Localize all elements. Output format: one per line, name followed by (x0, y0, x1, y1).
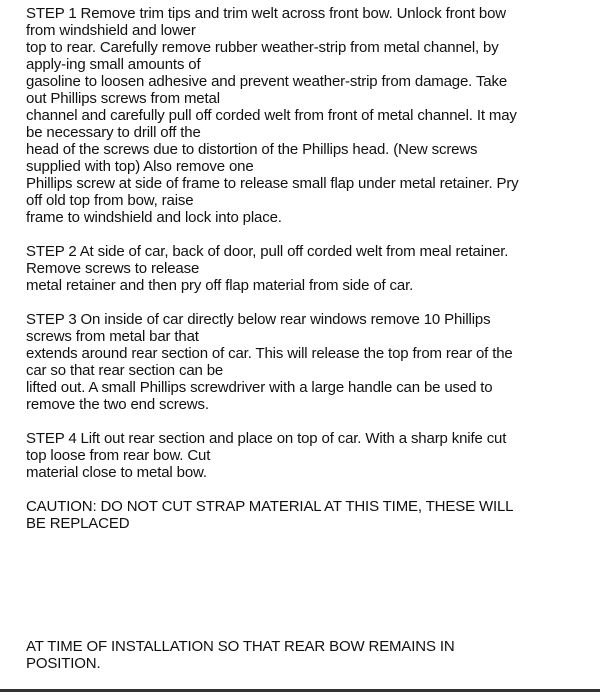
text-line: metal retainer and then pry off flap material from side of car. (26, 277, 414, 294)
text-line: channel and carefully pull off corded welt from front of metal channel. It may (26, 107, 517, 124)
text-line: screws from metal bar that (26, 328, 199, 345)
text-line: AT TIME OF INSTALLATION SO THAT REAR BOW REMAINS IN (26, 638, 455, 655)
text-line: STEP 2 At side of car, back of door, pull off corded welt from meal retainer. (26, 243, 509, 260)
step-1-paragraph (26, 5, 586, 226)
text-line: frame to windshield and lock into place. (26, 209, 282, 226)
text-line: STEP 4 Lift out rear section and place on top of car. With a sharp knife cut (26, 430, 507, 447)
text-line: off old top from bow, raise (26, 192, 194, 209)
text-line: apply-ing small amounts of (26, 56, 201, 73)
text-line: POSITION. (26, 655, 101, 672)
text-line: STEP 3 On inside of car directly below rear windows remove 10 Phillips (26, 311, 491, 328)
caution-paragraph (26, 498, 586, 532)
step-3-paragraph (26, 311, 586, 413)
text-line: extends around rear section of car. This will release the top from rear of the (26, 345, 513, 362)
step-4-paragraph (26, 430, 586, 481)
text-line: top loose from rear bow. Cut (26, 447, 211, 464)
text-line: STEP 1 Remove trim tips and trim welt across front bow. Unlock front bow (26, 5, 506, 22)
text-line: Remove screws to release (26, 260, 200, 277)
text-line: out Phillips screws from metal (26, 90, 220, 107)
text-line: Phillips screw at side of frame to release small flap under metal retainer. Pry (26, 175, 519, 192)
text-line: remove the two end screws. (26, 396, 209, 413)
text-line: be necessary to drill off the (26, 124, 201, 141)
text-line: supplied with top) Also remove one (26, 158, 254, 175)
text-line: material close to metal bow. (26, 464, 207, 481)
text-line: gasoline to loosen adhesive and prevent weather-strip from damage. Take (26, 73, 508, 90)
text-line: head of the screws due to distortion of the Phillips head. (New screws (26, 141, 478, 158)
text-line: lifted out. A small Phillips screwdriver with a large handle can be used to (26, 379, 493, 396)
text-line: top to rear. Carefully remove rubber weather-strip from metal channel, by (26, 39, 499, 56)
installation-note-paragraph (26, 638, 586, 672)
text-line: BE REPLACED (26, 515, 130, 532)
text-line: from windshield and lower (26, 22, 196, 39)
text-line: CAUTION: DO NOT CUT STRAP MATERIAL AT THIS TIME, THESE WILL (26, 498, 514, 515)
step-2-paragraph (26, 243, 586, 294)
text-line: car so that rear section can be (26, 362, 224, 379)
